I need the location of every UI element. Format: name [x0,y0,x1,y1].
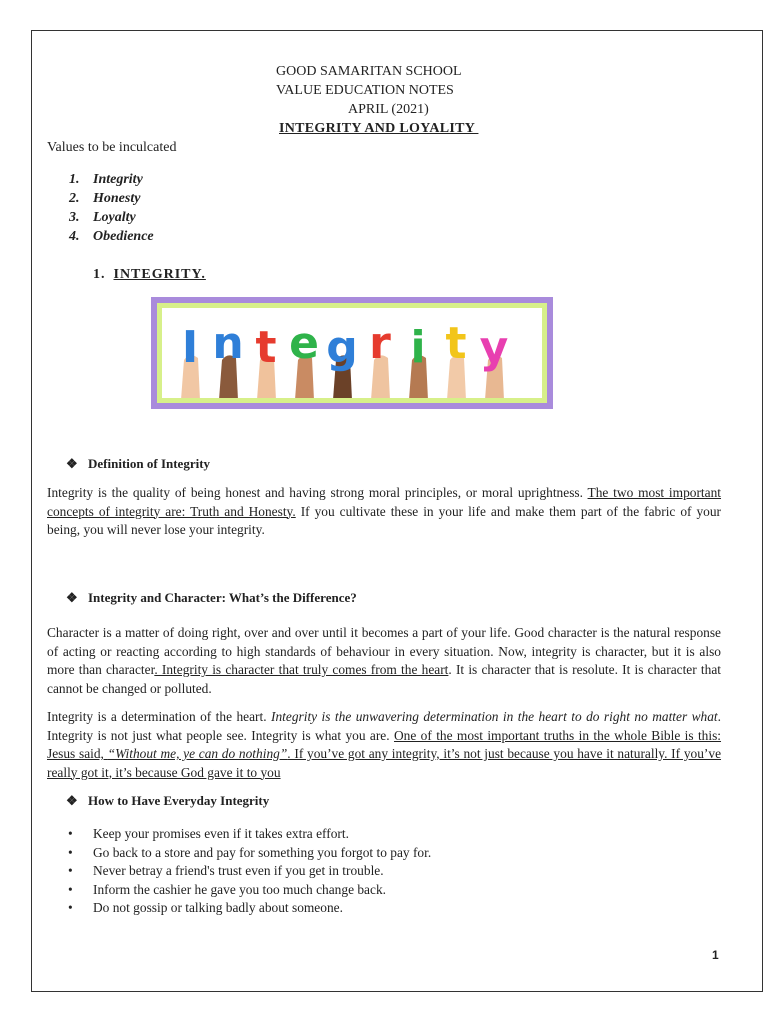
subject-line: VALUE EDUCATION NOTES [276,83,454,98]
list-item: • Inform the cashier he gave you too much change back. [68,881,431,900]
value-label: Integrity [93,172,143,187]
bullet-icon: • [68,881,73,897]
bullet-icon: • [68,863,73,878]
everyday-heading: ❖ How to Have Everyday Integrity [66,793,270,808]
diamond-bullet-icon: ❖ [66,590,78,605]
banner-letter: y [479,322,509,373]
integrity-banner-image [151,297,553,409]
list-item: • Never betray a friend's trust even if you get in trouble. [68,862,431,881]
bullet-icon: • [68,900,73,915]
banner-letter: t [445,318,467,369]
list-item: 3. Loyalty [69,210,136,225]
character-paragraph: Character is a matter of doing right, over and over until it becomes a part of your life. Good character is the natural response of acting or reacting according to high standards of behaviour in every situation. Now, integrity is character, but it is also more than character. Integrity is character that truly comes from the heart. It is character that is resolute. It is character that cannot be changed or polluted. [47,625,722,696]
value-label: Loyalty [93,210,136,225]
page-title: INTEGRITY AND LOYALITY [279,121,479,136]
bullet-icon: • [68,826,73,841]
list-item: 1. Integrity [69,172,143,187]
bullet-icon: • [68,844,73,860]
list-item: • Go back to a store and pay for something you forgot to pay for. [68,844,431,863]
hands-with-letters-illustration [162,308,542,398]
definition-heading: ❖ Definition of Integrity [66,456,211,471]
date-line: APRIL (2021) [348,102,429,117]
banner-letter: t [255,322,277,373]
values-intro: Values to be inculcated [47,140,177,155]
list-item: 2. Honesty [69,191,141,206]
banner-letter: g [326,322,358,373]
school-name: GOOD SAMARITAN SCHOOL [276,64,462,79]
character-heading: ❖ Integrity and Character: What’s the Difference? [66,590,357,605]
heart-paragraph: Integrity is a determination of the heart. Integrity is the unwavering determination in the heart to do right no matter what. Integrity is not just what people see. Integrity is what you are. One of the most important truths in the whole Bible is this: Jesus said, “Without me, ye can do nothing”. If you’ve got any integrity, it’s not just because you have it naturally. If you’ve really got it, it’s because God gave it to you [47,709,722,780]
banner-letter: e [289,318,319,369]
page-number: 1 [712,948,719,962]
banner-letter: I [181,322,199,373]
values-list [47,170,154,246]
value-label: Honesty [93,191,141,206]
diamond-bullet-icon: ❖ [66,456,78,471]
diamond-bullet-icon: ❖ [66,793,78,808]
banner-letter: n [212,318,244,369]
section-heading-integrity: 1. INTEGRITY. [93,267,206,282]
banner-letter: i [410,322,426,373]
list-item: • Do not gossip or talking badly about someone. [68,899,431,918]
list-item: 4. Obedience [69,229,154,244]
everyday-list [68,825,431,918]
banner-letter: r [369,318,391,369]
definition-paragraph: Integrity is the quality of being honest and having strong moral principles, or moral uprightness. The two most important concepts of integrity are: Truth and Honesty. If you cultivate these in your life and make them part of the fabric of your being, you will never lose your integrity. [47,485,722,537]
list-item: • Keep your promises even if it takes extra effort. [68,825,431,844]
value-label: Obedience [93,229,154,244]
